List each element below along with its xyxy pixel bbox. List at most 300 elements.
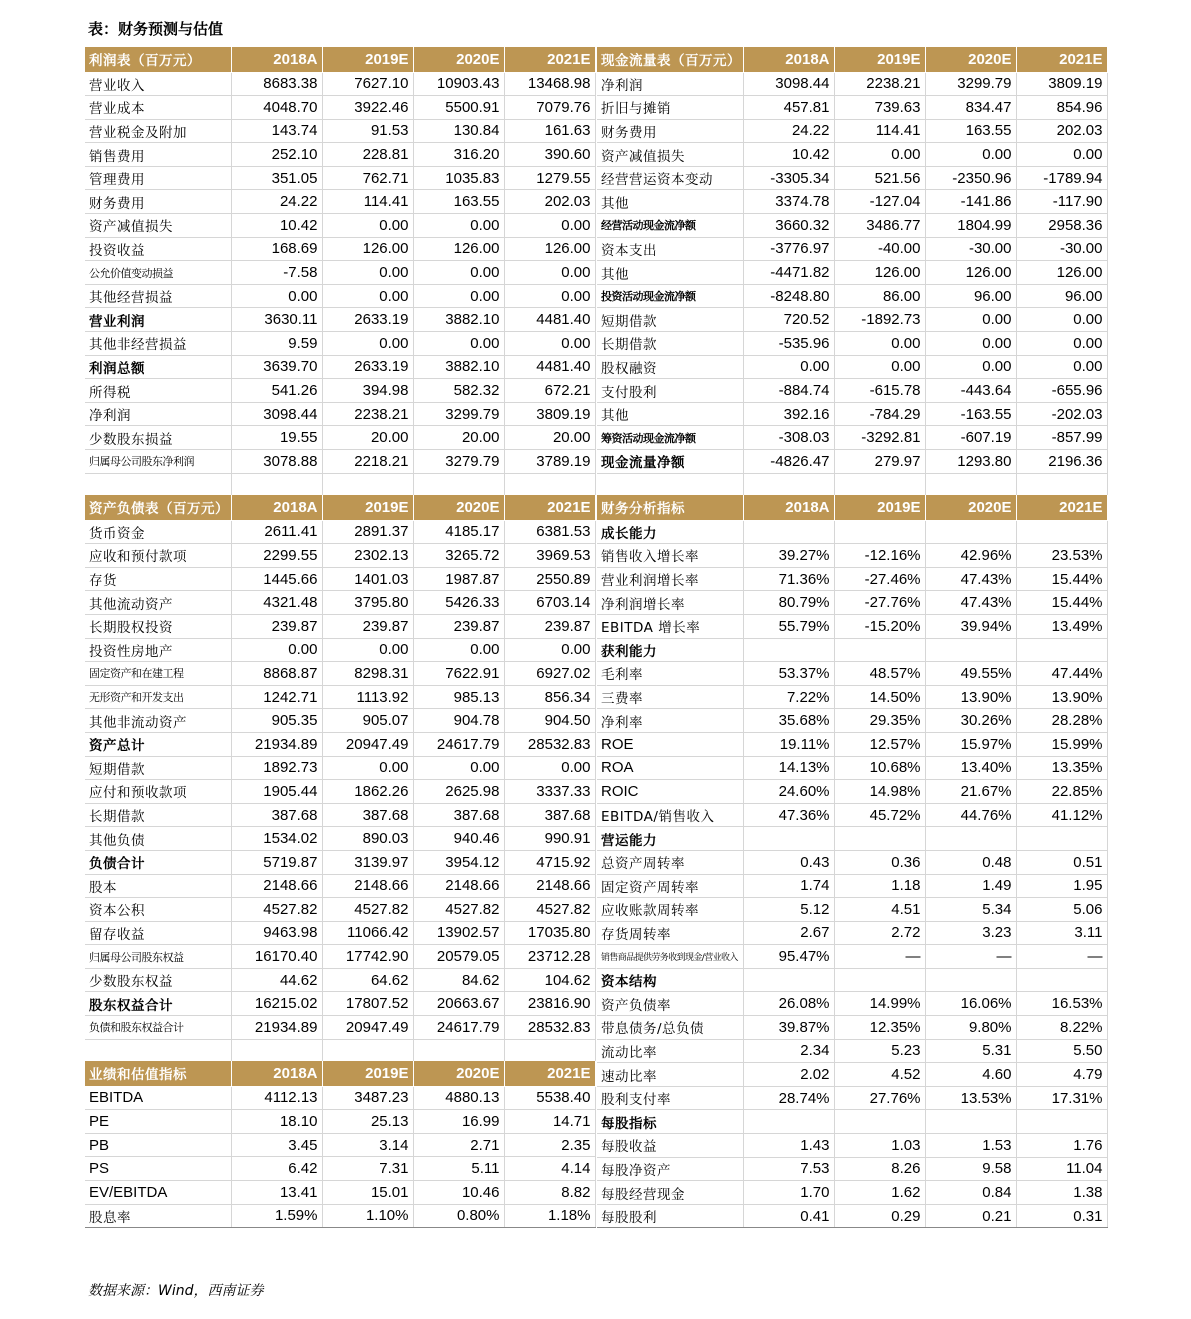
row-value: 5.34 xyxy=(925,898,1016,922)
row-label: EBITDA 增长率 xyxy=(597,614,743,638)
spacer-cell xyxy=(743,473,834,495)
table-row xyxy=(597,992,1107,1016)
row-value xyxy=(743,520,834,544)
row-value: -615.78 xyxy=(834,379,925,403)
row-value: 5719.87 xyxy=(231,850,322,874)
row-value: 44.76% xyxy=(925,803,1016,827)
row-label: 其他 xyxy=(597,402,743,426)
year-header: 2018A xyxy=(231,495,322,520)
row-value: 0.00 xyxy=(834,143,925,167)
row-value: 16.06% xyxy=(925,992,1016,1016)
row-label: 负债和股东权益合计 xyxy=(85,1016,231,1040)
row-label: 经营营运资本变动 xyxy=(597,166,743,190)
row-value: 0.48 xyxy=(925,850,1016,874)
row-value: 13.49% xyxy=(1016,614,1107,638)
row-value: 4321.48 xyxy=(231,591,322,615)
row-value: 8.82 xyxy=(504,1181,595,1205)
row-value: 3487.23 xyxy=(322,1086,413,1110)
row-value: 2.34 xyxy=(743,1039,834,1063)
row-value: -3292.81 xyxy=(834,426,925,450)
row-value: 2238.21 xyxy=(834,72,925,96)
row-value: 5.50 xyxy=(1016,1039,1107,1063)
table-row xyxy=(85,332,595,356)
row-label: PS xyxy=(85,1157,231,1181)
row-value: 18.10 xyxy=(231,1110,322,1134)
row-value: 1.10% xyxy=(322,1204,413,1228)
row-value: 202.03 xyxy=(504,190,595,214)
row-value: 2891.37 xyxy=(322,520,413,544)
row-value: 2148.66 xyxy=(231,874,322,898)
row-value: 582.32 xyxy=(413,379,504,403)
row-value: 163.55 xyxy=(925,119,1016,143)
row-label: 负债合计 xyxy=(85,850,231,874)
row-label: 应收和预付款项 xyxy=(85,544,231,568)
row-value: 8.26 xyxy=(834,1157,925,1181)
valuation-header-title: 业绩和估值指标 xyxy=(85,1061,231,1086)
row-label: 获利能力 xyxy=(597,638,743,662)
row-value: 9.80% xyxy=(925,1016,1016,1040)
row-value: 1.53 xyxy=(925,1134,1016,1158)
row-label: 资产负债率 xyxy=(597,992,743,1016)
row-value: 0.84 xyxy=(925,1181,1016,1205)
row-value: -202.03 xyxy=(1016,402,1107,426)
table-row xyxy=(85,166,595,190)
table-row xyxy=(85,1133,595,1157)
row-value: 1892.73 xyxy=(231,756,322,780)
table-row xyxy=(597,591,1107,615)
row-value: 5.06 xyxy=(1016,898,1107,922)
valuation-table xyxy=(85,1061,596,1228)
row-label: 少数股东权益 xyxy=(85,968,231,992)
row-value: 4.60 xyxy=(925,1063,1016,1087)
table-row xyxy=(85,190,595,214)
table-row xyxy=(597,237,1107,261)
row-value xyxy=(925,520,1016,544)
row-value: 5.23 xyxy=(834,1039,925,1063)
row-value: 21934.89 xyxy=(231,1016,322,1040)
row-label: 其他 xyxy=(597,261,743,285)
row-value: 16.53% xyxy=(1016,992,1107,1016)
year-header: 2018A xyxy=(231,1061,322,1086)
row-value: 126.00 xyxy=(834,261,925,285)
table-row xyxy=(85,1016,595,1040)
row-value: 392.16 xyxy=(743,402,834,426)
row-value xyxy=(1016,520,1107,544)
year-header: 2021E xyxy=(504,47,595,72)
spacer-row xyxy=(85,473,595,495)
row-value: 8683.38 xyxy=(231,72,322,96)
row-label: 资产减值损失 xyxy=(597,143,743,167)
table-row xyxy=(597,1086,1107,1110)
row-value: 126.00 xyxy=(322,237,413,261)
row-value: 0.00 xyxy=(322,756,413,780)
row-label: 其他负债 xyxy=(85,827,231,851)
balance-sheet-table xyxy=(85,495,596,1061)
table-row xyxy=(85,355,595,379)
table-row xyxy=(597,1039,1107,1063)
table-row xyxy=(597,850,1107,874)
year-header: 2020E xyxy=(925,47,1016,72)
row-value: 17.31% xyxy=(1016,1086,1107,1110)
table-row xyxy=(597,968,1107,992)
row-value: 0.00 xyxy=(231,284,322,308)
row-value: 10.68% xyxy=(834,756,925,780)
row-value: 20663.67 xyxy=(413,992,504,1016)
table-row xyxy=(597,1204,1107,1228)
row-value: 20.00 xyxy=(322,426,413,450)
row-value: 1035.83 xyxy=(413,166,504,190)
year-header: 2020E xyxy=(413,1061,504,1086)
row-value: 49.55% xyxy=(925,662,1016,686)
row-value: 1279.55 xyxy=(504,166,595,190)
row-value: 3660.32 xyxy=(743,214,834,238)
row-value: 15.44% xyxy=(1016,567,1107,591)
table-row xyxy=(85,1086,595,1110)
table-row xyxy=(85,1110,595,1134)
row-label: PB xyxy=(85,1133,231,1157)
row-value: 3098.44 xyxy=(743,72,834,96)
row-value: 9.58 xyxy=(925,1157,1016,1181)
row-label: 营业利润增长率 xyxy=(597,567,743,591)
row-value: 5.31 xyxy=(925,1039,1016,1063)
row-label: 毛利率 xyxy=(597,662,743,686)
row-value: 161.63 xyxy=(504,119,595,143)
row-value: 5.11 xyxy=(413,1157,504,1181)
row-value: 3139.97 xyxy=(322,850,413,874)
table-row xyxy=(85,119,595,143)
spacer-cell xyxy=(413,473,504,495)
row-value: 13.35% xyxy=(1016,756,1107,780)
row-value: 20947.49 xyxy=(322,1016,413,1040)
row-value: 0.00 xyxy=(504,332,595,356)
row-value: 8298.31 xyxy=(322,662,413,686)
row-value: 1.38 xyxy=(1016,1181,1107,1205)
row-value: 10.42 xyxy=(743,143,834,167)
table-row xyxy=(85,827,595,851)
row-value: 0.00 xyxy=(1016,308,1107,332)
row-value: 0.00 xyxy=(504,756,595,780)
row-value: -1892.73 xyxy=(834,308,925,332)
row-value: 2633.19 xyxy=(322,355,413,379)
row-value: 3922.46 xyxy=(322,96,413,120)
balance-header-row xyxy=(85,495,595,520)
row-value: 541.26 xyxy=(231,379,322,403)
row-label: 其他非流动资产 xyxy=(85,709,231,733)
row-value: 3969.53 xyxy=(504,544,595,568)
row-value: 55.79% xyxy=(743,614,834,638)
row-value: 4527.82 xyxy=(413,898,504,922)
row-value: 29.35% xyxy=(834,709,925,733)
row-value: 25.13 xyxy=(322,1110,413,1134)
table-row xyxy=(85,780,595,804)
row-value: 7.53 xyxy=(743,1157,834,1181)
table-row xyxy=(597,1110,1107,1134)
row-value: 27.76% xyxy=(834,1086,925,1110)
row-value: 1242.71 xyxy=(231,685,322,709)
row-value: 0.00 xyxy=(413,332,504,356)
row-label: ROIC xyxy=(597,780,743,804)
row-value: -163.55 xyxy=(925,402,1016,426)
row-value: 14.98% xyxy=(834,780,925,804)
row-label: 销售费用 xyxy=(85,143,231,167)
row-value: 14.13% xyxy=(743,756,834,780)
row-value: 80.79% xyxy=(743,591,834,615)
row-value: 44.62 xyxy=(231,968,322,992)
row-label: 成长能力 xyxy=(597,520,743,544)
table-row xyxy=(597,308,1107,332)
row-value: 3630.11 xyxy=(231,308,322,332)
row-value: 168.69 xyxy=(231,237,322,261)
table-row xyxy=(85,544,595,568)
row-value: 387.68 xyxy=(504,803,595,827)
year-header: 2019E xyxy=(322,47,413,72)
row-value: 17807.52 xyxy=(322,992,413,1016)
cash-flow-table xyxy=(597,47,1108,495)
row-label: 每股指标 xyxy=(597,1110,743,1134)
row-value: 4715.92 xyxy=(504,850,595,874)
row-value: -8248.80 xyxy=(743,284,834,308)
row-value: 2.72 xyxy=(834,921,925,945)
table-row xyxy=(85,732,595,756)
row-value: 22.85% xyxy=(1016,780,1107,804)
row-value: 3098.44 xyxy=(231,402,322,426)
row-value: 28532.83 xyxy=(504,1016,595,1040)
row-value: -141.86 xyxy=(925,190,1016,214)
table-row xyxy=(597,143,1107,167)
row-value: 47.43% xyxy=(925,591,1016,615)
row-label: 速动比率 xyxy=(597,1063,743,1087)
row-value: -4826.47 xyxy=(743,450,834,474)
row-value: 0.00 xyxy=(504,284,595,308)
row-value: 7622.91 xyxy=(413,662,504,686)
table-row xyxy=(85,426,595,450)
row-value: 21.67% xyxy=(925,780,1016,804)
table-row xyxy=(597,945,1107,969)
table-row xyxy=(85,756,595,780)
row-label: 所得税 xyxy=(85,379,231,403)
row-value: 28.74% xyxy=(743,1086,834,1110)
row-value: 42.96% xyxy=(925,544,1016,568)
row-label: 固定资产周转率 xyxy=(597,874,743,898)
row-label: 股东权益合计 xyxy=(85,992,231,1016)
row-value: 387.68 xyxy=(413,803,504,827)
row-value: 15.01 xyxy=(322,1181,413,1205)
table-row xyxy=(597,1063,1107,1087)
row-value: 7.22% xyxy=(743,685,834,709)
year-header: 2021E xyxy=(504,495,595,520)
table-row xyxy=(597,921,1107,945)
row-label: 总资产周转率 xyxy=(597,850,743,874)
row-value: -443.64 xyxy=(925,379,1016,403)
row-label: 折旧与摊销 xyxy=(597,96,743,120)
row-value: 5538.40 xyxy=(504,1086,595,1110)
row-label: 其他非经营损益 xyxy=(85,332,231,356)
table-row xyxy=(597,1157,1107,1181)
table-row xyxy=(597,1134,1107,1158)
row-value: 390.60 xyxy=(504,143,595,167)
table-row xyxy=(85,662,595,686)
row-value: 16170.40 xyxy=(231,945,322,969)
row-value: 13902.57 xyxy=(413,921,504,945)
table-row xyxy=(597,426,1107,450)
row-value xyxy=(925,968,1016,992)
row-value: 95.47% xyxy=(743,945,834,969)
table-row xyxy=(85,945,595,969)
table-row xyxy=(597,284,1107,308)
row-value: -1789.94 xyxy=(1016,166,1107,190)
row-label: 应收账款周转率 xyxy=(597,898,743,922)
row-label: 流动比率 xyxy=(597,1039,743,1063)
row-value: 35.68% xyxy=(743,709,834,733)
row-value: -535.96 xyxy=(743,332,834,356)
row-value: 20.00 xyxy=(413,426,504,450)
table-row xyxy=(597,614,1107,638)
row-value: 3279.79 xyxy=(413,450,504,474)
row-value: -655.96 xyxy=(1016,379,1107,403)
row-value: 41.12% xyxy=(1016,803,1107,827)
row-value: 3.11 xyxy=(1016,921,1107,945)
row-label: 三费率 xyxy=(597,685,743,709)
row-value: -884.74 xyxy=(743,379,834,403)
row-value: 890.03 xyxy=(322,827,413,851)
spacer-cell xyxy=(85,473,231,495)
row-value: 2302.13 xyxy=(322,544,413,568)
table-row xyxy=(85,638,595,662)
row-label: 存货 xyxy=(85,567,231,591)
row-value: 3882.10 xyxy=(413,355,504,379)
row-value: 0.43 xyxy=(743,850,834,874)
row-value: 1293.80 xyxy=(925,450,1016,474)
row-value: 202.03 xyxy=(1016,119,1107,143)
spacer-cell xyxy=(834,473,925,495)
row-value: 351.05 xyxy=(231,166,322,190)
row-value: -30.00 xyxy=(1016,237,1107,261)
row-value: 854.96 xyxy=(1016,96,1107,120)
row-value: 126.00 xyxy=(413,237,504,261)
row-value: 1445.66 xyxy=(231,567,322,591)
table-row xyxy=(85,72,595,96)
row-value: 13.41 xyxy=(231,1181,322,1205)
table-row xyxy=(597,732,1107,756)
row-value: 23712.28 xyxy=(504,945,595,969)
year-header: 2020E xyxy=(413,47,504,72)
table-row xyxy=(597,166,1107,190)
row-label: 净利率 xyxy=(597,709,743,733)
row-value: 26.08% xyxy=(743,992,834,1016)
table-row xyxy=(597,1181,1107,1205)
row-value: 24.22 xyxy=(231,190,322,214)
row-value: 1.03 xyxy=(834,1134,925,1158)
row-value: 4.79 xyxy=(1016,1063,1107,1087)
row-value: 1905.44 xyxy=(231,780,322,804)
row-value: 11066.42 xyxy=(322,921,413,945)
row-label: 营业利润 xyxy=(85,308,231,332)
row-label: 股本 xyxy=(85,874,231,898)
row-value: -15.20% xyxy=(834,614,925,638)
row-value: -127.04 xyxy=(834,190,925,214)
row-value: 12.57% xyxy=(834,732,925,756)
spacer-row xyxy=(85,1039,595,1061)
row-value: 2550.89 xyxy=(504,567,595,591)
row-label: 营业税金及附加 xyxy=(85,119,231,143)
row-value: 279.97 xyxy=(834,450,925,474)
row-value: 126.00 xyxy=(1016,261,1107,285)
row-value: 10.42 xyxy=(231,214,322,238)
row-value: 4880.13 xyxy=(413,1086,504,1110)
row-label: 短期借款 xyxy=(597,308,743,332)
table-row xyxy=(597,780,1107,804)
row-value: 19.55 xyxy=(231,426,322,450)
year-header: 2019E xyxy=(834,47,925,72)
row-value: 0.00 xyxy=(925,143,1016,167)
table-row xyxy=(597,662,1107,686)
row-label: 净利润 xyxy=(597,72,743,96)
row-value: 0.31 xyxy=(1016,1204,1107,1228)
table-row xyxy=(597,355,1107,379)
analysis-header-title: 财务分析指标 xyxy=(597,495,743,520)
row-label: 营业收入 xyxy=(85,72,231,96)
row-value: -3776.97 xyxy=(743,237,834,261)
cashflow-header-title: 现金流量表（百万元） xyxy=(597,47,743,72)
table-row xyxy=(85,850,595,874)
row-value: 4.51 xyxy=(834,898,925,922)
row-value: 39.27% xyxy=(743,544,834,568)
row-value: 4048.70 xyxy=(231,96,322,120)
row-value: — xyxy=(834,945,925,969)
spacer-cell xyxy=(322,473,413,495)
row-label: 财务费用 xyxy=(597,119,743,143)
table-row xyxy=(597,898,1107,922)
row-value: 1.18% xyxy=(504,1204,595,1228)
year-header: 2020E xyxy=(925,495,1016,520)
row-value: 143.74 xyxy=(231,119,322,143)
row-value: 521.56 xyxy=(834,166,925,190)
row-value: 4185.17 xyxy=(413,520,504,544)
row-value: 5.12 xyxy=(743,898,834,922)
row-value: 47.43% xyxy=(925,567,1016,591)
row-label: EV/EBITDA xyxy=(85,1181,231,1205)
row-value: 0.51 xyxy=(1016,850,1107,874)
table-row xyxy=(85,1204,595,1228)
row-value xyxy=(1016,638,1107,662)
row-value xyxy=(834,827,925,851)
spacer-cell xyxy=(597,473,743,495)
row-value: 3.14 xyxy=(322,1133,413,1157)
row-value: 48.57% xyxy=(834,662,925,686)
row-value: 4481.40 xyxy=(504,308,595,332)
row-label: 少数股东损益 xyxy=(85,426,231,450)
row-value: 0.00 xyxy=(413,284,504,308)
table-row xyxy=(597,379,1107,403)
row-value xyxy=(925,827,1016,851)
row-label: 股息率 xyxy=(85,1204,231,1228)
year-header: 2021E xyxy=(1016,495,1107,520)
year-header: 2018A xyxy=(743,495,834,520)
row-label: 利润总额 xyxy=(85,355,231,379)
row-value: 86.00 xyxy=(834,284,925,308)
row-value: 0.00 xyxy=(504,214,595,238)
row-value: 1987.87 xyxy=(413,567,504,591)
row-value: 457.81 xyxy=(743,96,834,120)
row-value: 23.53% xyxy=(1016,544,1107,568)
row-value: 21934.89 xyxy=(231,732,322,756)
row-value: 104.62 xyxy=(504,968,595,992)
row-value: 4527.82 xyxy=(504,898,595,922)
row-label: 资产减值损失 xyxy=(85,214,231,238)
row-value: 47.36% xyxy=(743,803,834,827)
table-row xyxy=(597,827,1107,851)
table-row xyxy=(597,803,1107,827)
